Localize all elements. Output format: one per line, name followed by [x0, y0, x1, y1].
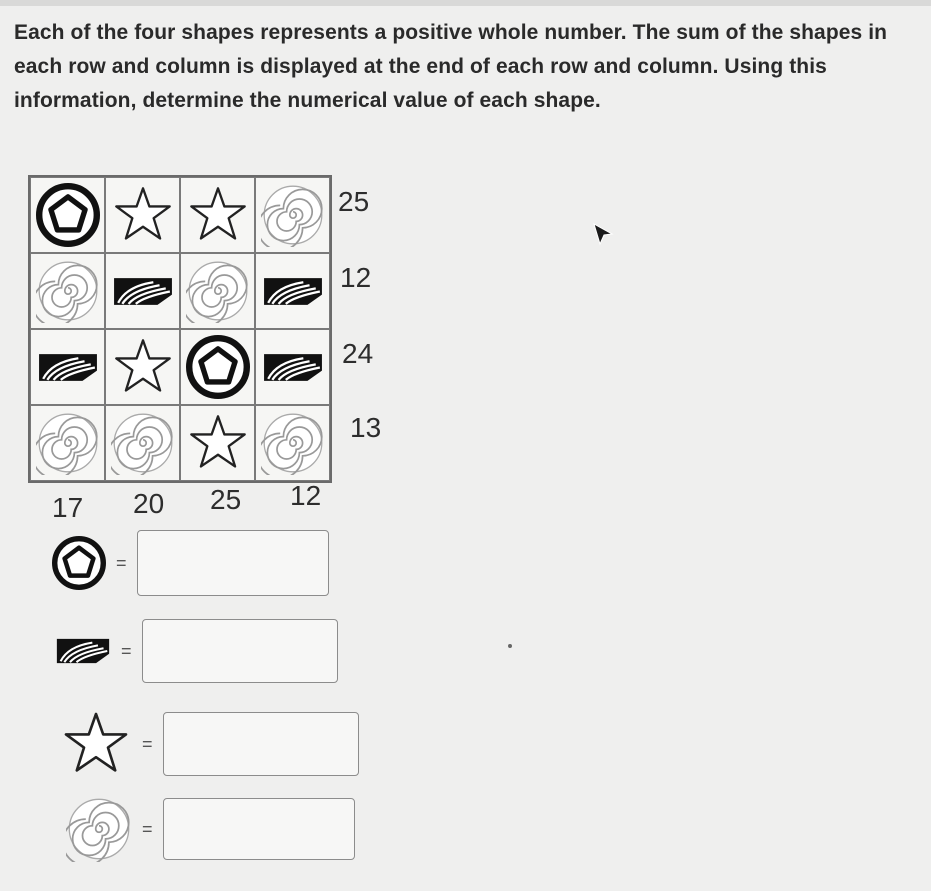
row-sum-4: 13 [350, 412, 382, 443]
row-sum-2: 12 [340, 262, 372, 293]
grid-cell [105, 253, 180, 329]
stripes-answer-input[interactable] [142, 619, 338, 683]
spiral-icon [261, 183, 325, 247]
col-sum-3: 25 [210, 484, 242, 515]
answer-row-stripes [55, 619, 338, 683]
grid-cell [180, 253, 255, 329]
star-icon [111, 183, 175, 247]
col-sum-2: 20 [133, 488, 165, 519]
grid-cell [105, 177, 180, 253]
row-sum-1: 25 [338, 186, 370, 217]
pentagon-icon [36, 183, 100, 247]
instructions-text: Each of the four shapes represents a positive whole number. The sum of the shapes in each row and column is displayed at the end of each row and column. Using this information, determine the numerical value of each shape. [14, 21, 888, 112]
answer-row-star [60, 708, 359, 780]
spiral-icon [36, 259, 100, 323]
col-sum-1: 17 [52, 492, 84, 523]
answer-row-pentagon [52, 530, 329, 596]
grid-cell [255, 253, 330, 329]
equals-sign: = [121, 640, 132, 661]
star-icon [60, 708, 132, 780]
answer-row-spiral [66, 796, 355, 862]
stripes-icon [262, 276, 324, 307]
stripes-icon [112, 276, 174, 307]
pentagon-icon [186, 335, 250, 399]
top-divider [0, 0, 931, 6]
grid-cell [105, 329, 180, 405]
grid-cell [180, 177, 255, 253]
pentagon-answer-input[interactable] [137, 530, 329, 596]
star-icon [111, 335, 175, 399]
shape-grid [28, 175, 332, 483]
spiral-icon [66, 796, 132, 862]
stripes-icon [37, 352, 99, 383]
col-sum-4: 12 [290, 480, 322, 511]
spiral-answer-input[interactable] [163, 798, 355, 860]
pentagon-icon [52, 536, 106, 590]
grid-cell [255, 329, 330, 405]
grid-cell [180, 329, 255, 405]
grid-cell [255, 405, 330, 481]
equals-sign: = [142, 818, 153, 839]
grid-cell [105, 405, 180, 481]
equals-sign: = [116, 552, 127, 573]
grid-cell [30, 405, 105, 481]
grid-cell [30, 329, 105, 405]
grid-cell [255, 177, 330, 253]
grid-cell [30, 177, 105, 253]
grid-cell [180, 405, 255, 481]
spiral-icon [36, 411, 100, 475]
row-sum-3: 24 [342, 338, 374, 369]
grid-cell [30, 253, 105, 329]
spiral-icon [261, 411, 325, 475]
star-icon [186, 411, 250, 475]
mouse-cursor-icon [592, 222, 616, 248]
spiral-icon [111, 411, 175, 475]
star-icon [186, 183, 250, 247]
spiral-icon [186, 259, 250, 323]
stripes-icon [262, 352, 324, 383]
star-answer-input[interactable] [163, 712, 359, 776]
equals-sign: = [142, 733, 153, 754]
speck [508, 644, 512, 648]
stripes-icon [55, 637, 111, 665]
